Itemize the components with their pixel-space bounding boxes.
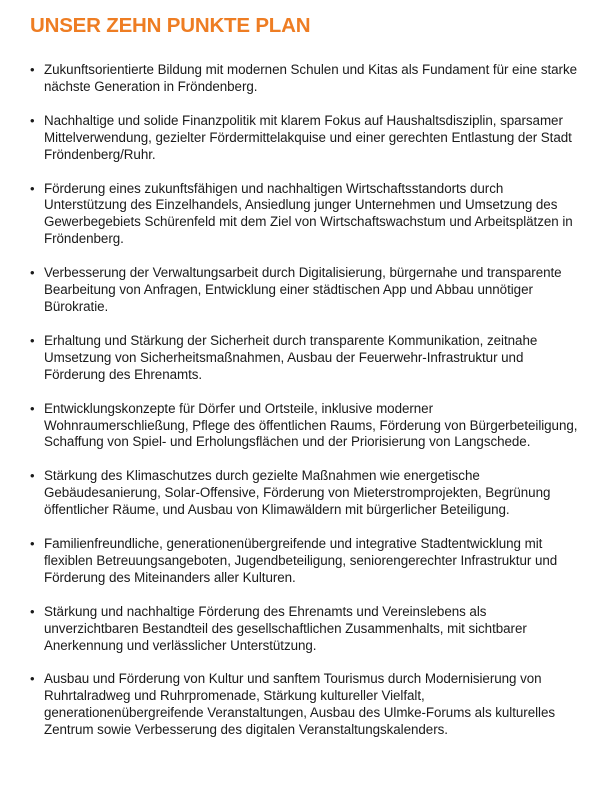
list-item — [30, 468, 578, 519]
list-item — [30, 265, 578, 316]
list-item-text: Stärkung des Klimaschutzes durch gezielte Maßnahmen wie energetische Gebäudesanierung, Solar-Offensive, Förderung von Mieterstromprojekten, Begrünung öffentlicher Räume, und Ausbau von Klimawäldern mit bürgerlicher Beteiligung. — [44, 468, 551, 518]
list-item-text: Ausbau und Förderung von Kultur und sanftem Tourismus durch Modernisierung von Ruhrtalradweg und Ruhrpromenade, Stärkung kultureller Vielfalt, generationenübergreifende Veranstaltungen, Ausbau des Ulmke-Forums als kulturelles Zentrum sowie Verbesserung des digitalen Veranstaltungskalenders. — [44, 671, 556, 738]
list-item-text: Verbesserung der Verwaltungsarbeit durch Digitalisierung, bürgernahe und transparente Bearbeitung von Anfragen, Entwicklung einer städtischen App und Abbau unnötiger Bürokratie. — [44, 265, 562, 314]
list-item — [30, 401, 578, 452]
bullet-icon: • — [30, 265, 35, 281]
points-list — [30, 62, 578, 739]
list-item — [30, 62, 578, 96]
list-item — [30, 536, 578, 587]
bullet-icon: • — [30, 112, 35, 128]
bullet-icon: • — [30, 180, 35, 196]
bullet-icon: • — [30, 671, 35, 687]
bullet-icon: • — [30, 332, 35, 348]
page-title: UNSER ZEHN PUNKTE PLAN — [30, 14, 311, 37]
list-item-text: Zukunftsorientierte Bildung mit modernen Schulen und Kitas als Fundament für eine starke nächste Generation in Fröndenberg. — [44, 62, 578, 94]
list-item-text: Nachhaltige und solide Finanzpolitik mit klarem Fokus auf Haushaltsdisziplin, sparsamer Mittelverwendung, gezielter Fördermittelakquise und einer gerechten Entlastung der Stadt Fröndenberg/Ruhr. — [44, 112, 572, 162]
list-item-text: Familienfreundliche, generationenübergreifende und integrative Stadtentwicklung mit flexiblen Betreuungsangeboten, Jugendbeteiligung, seniorengerechter Infrastruktur und Förderung des Miteinanders aller Kulturen. — [44, 536, 558, 585]
list-item — [30, 113, 578, 164]
list-item — [30, 671, 578, 739]
bullet-icon: • — [30, 400, 35, 416]
list-item-text: Erhaltung und Stärkung der Sicherheit durch transparente Kommunikation, zeitnahe Umsetzung von Sicherheitsmaßnahmen, Ausbau der Feuerwehr-Infrastruktur und Förderung des Ehrenamts. — [44, 332, 538, 382]
bullet-icon: • — [30, 536, 35, 552]
list-item — [30, 604, 578, 655]
bullet-icon: • — [30, 62, 35, 77]
list-item-text: Förderung eines zukunftsfähigen und nachhaltigen Wirtschaftsstandorts durch Unterstützung des Einzelhandels, Ansiedlung junger Unternehmen und Umsetzung des Gewerbegebiets Schürenfeld mit dem Ziel von Wirtschaftswachstum und Arbeitsplätzen in Fröndenberg. — [44, 180, 573, 247]
list-item — [30, 181, 578, 249]
bullet-icon: • — [30, 603, 35, 619]
list-item — [30, 333, 578, 384]
bullet-icon: • — [30, 468, 35, 484]
list-item-text: Stärkung und nachhaltige Förderung des Ehrenamts und Vereinslebens als unverzichtbaren Bestandteil des gesellschaftlichen Zusammenhalts, mit sichtbarer Anerkennung und verlässlicher Unterstützung. — [44, 603, 527, 653]
list-item-text: Entwicklungskonzepte für Dörfer und Ortsteile, inklusive moderner Wohnraumerschließung, Pflege des öffentlichen Raums, Förderung von Bürgerbeteiligung, Schaffung von Spiel- und Erholungsflächen und der Priorisierung von Langschede. — [44, 400, 578, 450]
